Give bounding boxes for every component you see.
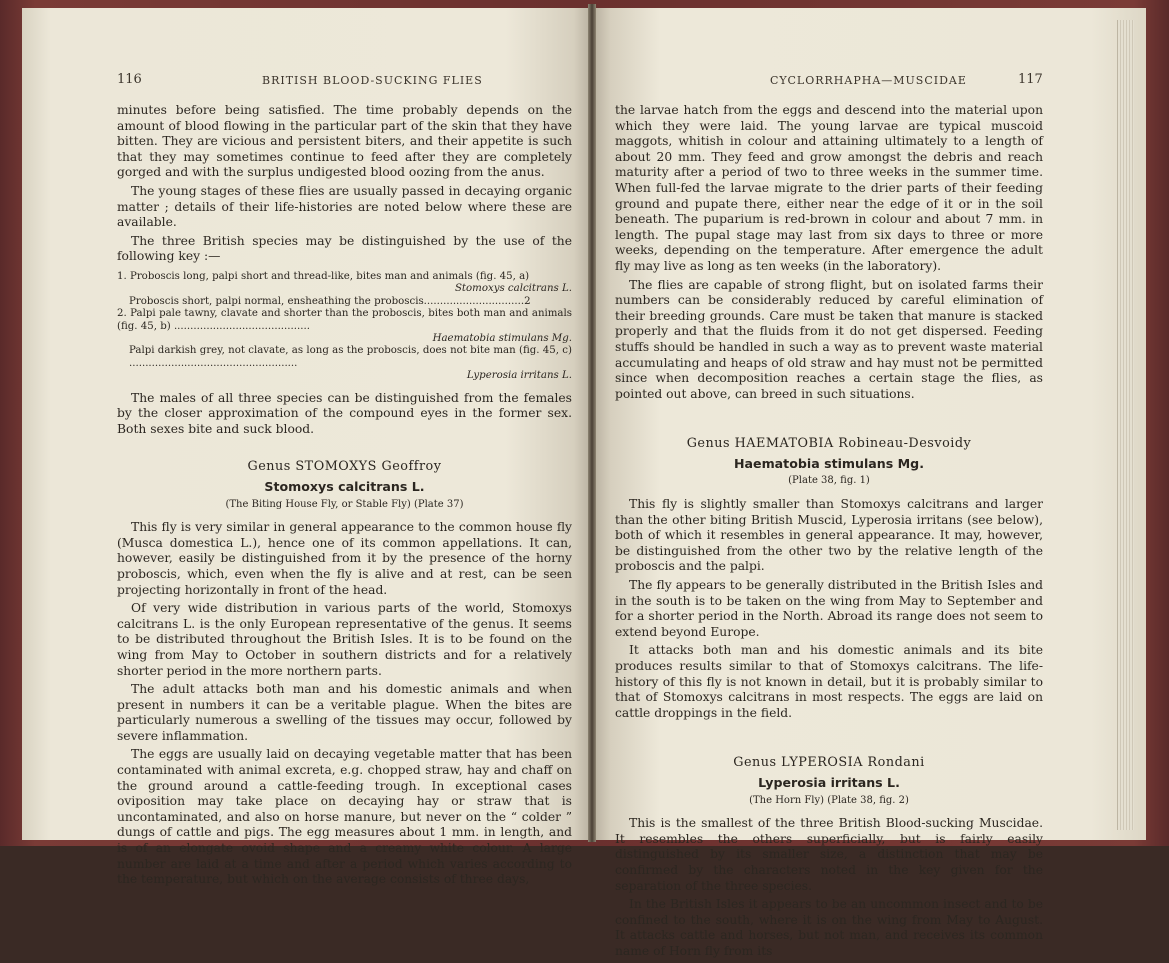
key-entry: Proboscis short, palpi normal, ensheathing the proboscis...............................2 [129,295,531,307]
common-name: (The Biting House Fly, or Stable Fly) (Plate 37) [225,498,464,510]
paragraph: The eggs are usually laid on decaying vegetable matter that has been contaminated with animal excreta, e.g. chopped straw, hay and chaff on the ground around a cattle-feeding trough. In exceptional cases oviposition may take place on decaying hay or straw that is uncontaminated, and also on horse manure, but never on the “ colder ” dungs of cattle and pigs. The egg measures about 1 mm. in length, and is of an elongate ovoid shape and a creamy white colour. A large number are laid at a time and after a period which varies according to the temperature, but which on the average consists of three days, [117,747,572,887]
paragraph: This fly is slightly smaller than Stomoxys calcitrans and larger than the other biting British Muscid, Lyperosia irritans (see below), both of which it resembles in general appearance. It may, however, be distinguished from the other two by the relative length of the proboscis and the palpi. [615,497,1043,574]
key-entry: 1. Proboscis long, palpi short and thread-like, bites man and animals (fig. 45, a) [117,270,530,282]
paragraph: the larvae hatch from the eggs and descend into the material upon which they were laid. The young larvae are typical muscoid maggots, whitish in colour and attaining ultimately to a length of about 20 mm. They feed and grow amongst the debris and reach maturity after a period of two to three weeks in the summer time. When full-fed the larvae migrate to the drier parts of their feeding ground and pupate there, either near the edge of it or in the soil beneath. The puparium is red-brown in colour and about 7 mm. in length. The pupal stage may last from six days to three or more weeks, depending on the temperature. After emergence the adult fly may live as long as ten weeks (in the laboratory). [615,103,1043,273]
book-gutter [588,4,596,842]
identification-key [117,271,572,383]
paragraph: This fly is very similar in general appearance to the common house fly (Musca domestica L.), hence one of its common appellations. It can, however, easily be distinguished from it by the presence of the horny proboscis, which, even when the fly is alive and at rest, can be seen projecting horizontally in front of the head. [117,520,572,597]
species-heading: Lyperosia irritans L. [758,774,900,790]
paragraph: The three British species may be distinguished by the use of the following key :— [117,233,572,264]
running-head: CYCLORRHAPHA—MUSCIDAE [770,74,967,87]
page-number: 116 [117,72,142,87]
paragraph: The adult attacks both man and his domestic animals and when present in numbers it can be a veritable plague. When the bites are particularly numerous a swelling of the tissues may occur, followed by severe inflammation. [117,682,572,743]
paragraph: minutes before being satisfied. The time probably depends on the amount of blood flowing in the particular part of the skin that they have bitten. They are vicious and persistent biters, and their appetite is such that they may sometimes continue to feed after they are completely gorged and with the surplus undigested blood oozing from the anus. [117,103,572,180]
genus-heading: Genus LYPEROSIA Rondani [733,755,925,771]
right-page [594,8,1146,958]
plate-reference: (Plate 38, fig. 1) [788,475,870,487]
paragraph: The flies are capable of strong flight, but on isolated farms their numbers can be considerably reduced by careful elimination of their breeding grounds. Care must be taken that manure is stacked properly and that the fluids from it do not get dispersed. Feeding stuffs should be handled in such a way as to prevent waste material accumulating and heaps of old straw and hay must not be permitted since when decomposition reaches a certain stage the flies, as pointed out above, can breed in such situations. [615,277,1043,401]
paragraph: The fly appears to be generally distributed in the British Isles and in the south is to be taken on the wing from May to September and for a shorter period in the North. Abroad its range does not seem to extend beyond Europe. [615,578,1043,639]
paragraph: This is the smallest of the three British Blood-sucking Muscidae. It resembles the others superficially, but is fairly easily distinguished by its smaller size, a distinction that may be confirmed by the characters noted in the key given for the separation of the three species. [615,816,1043,893]
genus-heading: Genus HAEMATOBIA Robineau-Desvoidy [686,436,972,452]
species-heading: Stomoxys calcitrans L. [264,478,425,494]
key-entry: Palpi darkish grey, not clavate, as long as the proboscis, does not bite man (fig. 45, c) .................................................... [129,345,572,369]
running-head: BRITISH BLOOD-SUCKING FLIES [262,74,483,87]
common-name: (The Horn Fly) (Plate 38, fig. 2) [749,794,909,806]
key-species: Stomoxys calcitrans L. [454,283,572,295]
page-edges [1117,20,1134,830]
paragraph: Of very wide distribution in various parts of the world, Stomoxys calcitrans L. is the only European representative of the genus. It seems to be distributed throughout the British Isles. It is to be found on the wing from May to October in southern districts and for a relatively shorter period in the more northern parts. [117,601,572,678]
left-page [22,8,591,887]
key-species: Haematobia stimulans Mg. [432,332,572,344]
paragraph: In the British Isles it appears to be an uncommon insect and to be confined to the south, where it is on the wing from May to August. It attacks cattle and horses, but not man, and receives its common name of Horn fly from its [615,897,1043,958]
key-species: Lyperosia irritans L. [466,370,572,382]
key-entry: 2. Palpi pale tawny, clavate and shorter than the proboscis, bites both man and animals (fig. 45, b) .......................................... [117,308,572,332]
text-column [615,103,1043,963]
paragraph: The males of all three species can be distinguished from the females by the closer approximation of the compound eyes in the former sex. Both sexes bite and suck blood. [117,390,572,436]
genus-heading: Genus STOMOXYS Geoffroy [247,459,442,475]
paragraph: The young stages of these flies are usually passed in decaying organic matter ; details of their life-histories are noted below where these are available. [117,183,572,230]
species-heading: Haematobia stimulans Mg. [733,455,924,471]
paragraph: It attacks both man and his domestic animals and its bite produces results similar to that of Stomoxys calcitrans. The life-history of this fly is not known in detail, but it is probably similar to that of Stomoxys calcitrans in most respects. The eggs are laid on cattle droppings in the field. [615,643,1043,720]
text-column [117,103,572,891]
page-number: 117 [1018,72,1043,87]
